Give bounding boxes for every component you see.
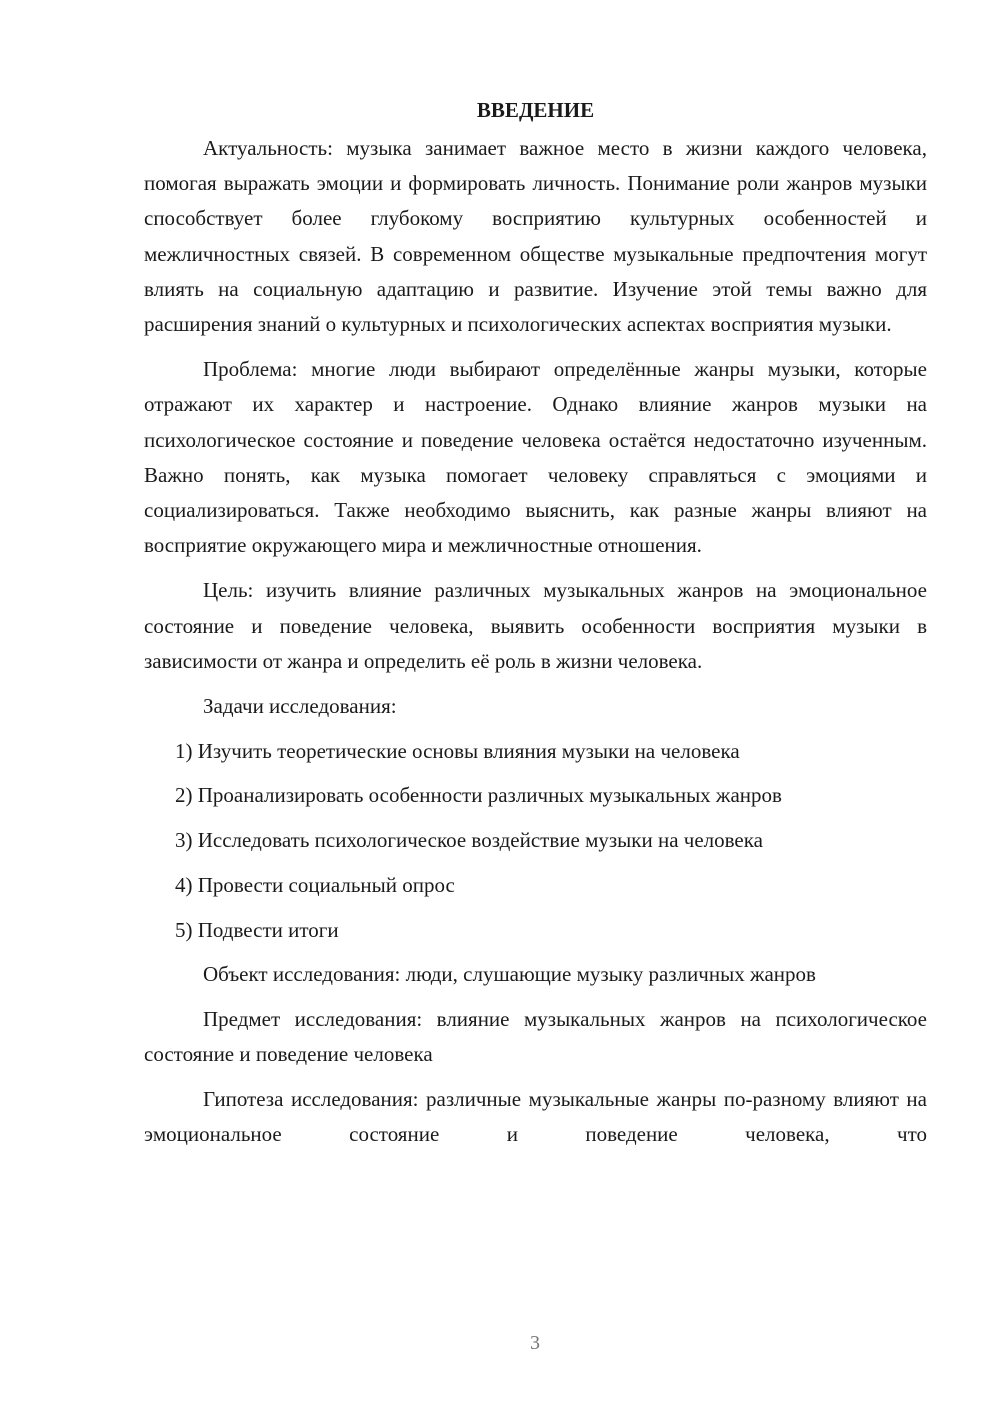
paragraph-relevance: Актуальность: музыка занимает важное место в жизни каждого человека, помогая выражать эмоции и формировать личность. Понимание роли жанров музыки способствует более глубокому восприятию культурных особенностей и межличностных связей. В современном обществе музыкальные предпочтения могут влиять на социальную адаптацию и развитие. Изучение этой темы важно для расширения знаний о культурных и психологических аспектах восприятия музыки.	[144, 136, 927, 337]
document-page	[144, 93, 927, 1152]
page-title: ВВЕДЕНИЕ	[476, 98, 595, 122]
list-item: 2) Проанализировать особенности различных музыкальных жанров	[175, 783, 782, 808]
list-item: 1) Изучить теоретические основы влияния музыки на человека	[175, 738, 740, 763]
paragraph-goal: Цель: изучить влияние различных музыкальных жанров на эмоциональное состояние и поведение человека, выявить особенности восприятия музыки в зависимости от жанра и определить её роль в жизни человека.	[144, 578, 927, 673]
page-number: 3	[530, 1332, 540, 1354]
paragraph-hypothesis: Гипотеза исследования: различные музыкальные жанры по-разному влияют на эмоциональное состояние и поведение человека, что	[144, 1086, 927, 1147]
list-item: 3) Исследовать психологическое воздействие музыки на человека	[175, 828, 763, 853]
tasks-heading: Задачи исследования:	[203, 694, 397, 719]
list-item: 4) Провести социальный опрос	[175, 872, 455, 897]
tasks-list	[144, 734, 927, 948]
paragraph-subject: Предмет исследования: влияние музыкальных жанров на психологическое состояние и поведение человека	[144, 1006, 927, 1067]
list-item: 5) Подвести итоги	[175, 917, 339, 942]
paragraph-object: Объект исследования: люди, слушающие музыку различных жанров	[203, 962, 816, 987]
paragraph-problem: Проблема: многие люди выбирают определённые жанры музыки, которые отражают их характер и настроение. Однако влияние жанров музыки на психологическое состояние и поведение человека остаётся недостаточно изученным. Важно понять, как музыка помогает человеку справляться с эмоциями и социализироваться. Также необходимо выяснить, как разные жанры влияют на восприятие окружающего мира и межличностные отношения.	[144, 357, 927, 558]
